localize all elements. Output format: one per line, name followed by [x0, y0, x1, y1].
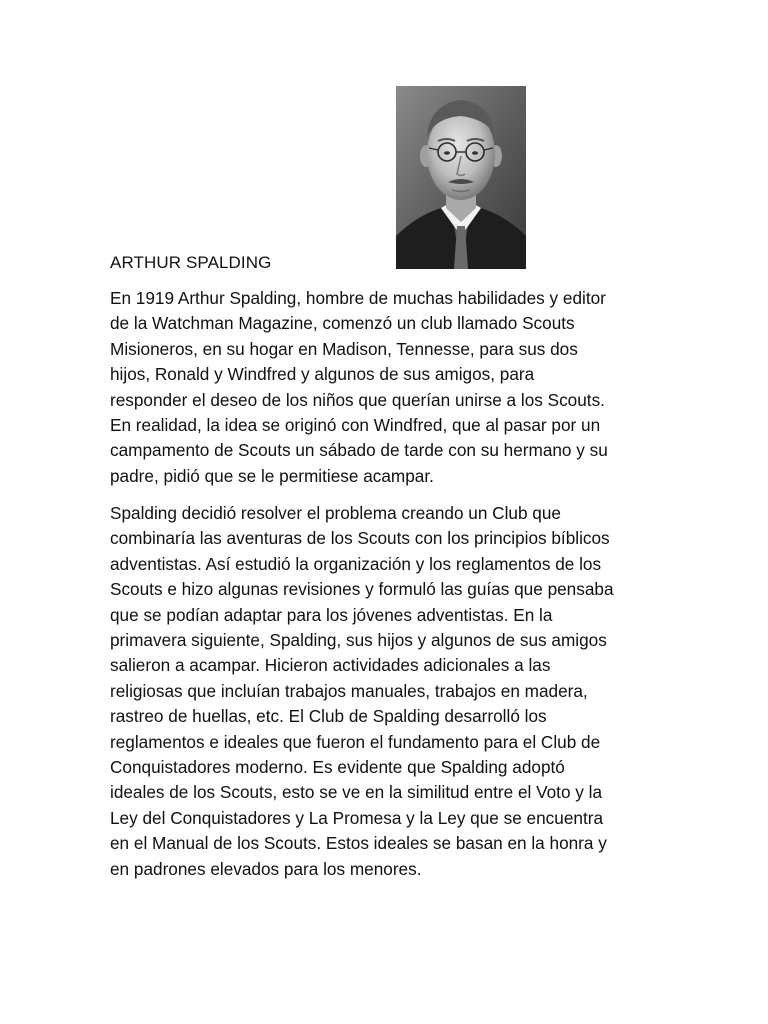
paragraph-2: [110, 501, 658, 882]
paragraph-line: Scouts e hizo algunas revisiones y formuló las guías que pensaba: [110, 579, 614, 600]
paragraph-line: Misioneros, en su hogar en Madison, Tennesse, para sus dos: [110, 338, 578, 359]
paragraph-1: [110, 286, 658, 489]
paragraph-line: Spalding decidió resolver el problema creando un Club que: [110, 503, 561, 523]
paragraph-line: en padrones elevados para los menores.: [110, 858, 422, 879]
paragraph-line: ideales de los Scouts, esto se ve en la similitud entre el Voto y la: [110, 782, 603, 803]
paragraph-line: en el Manual de los Scouts. Estos ideales se basan en la honra y: [110, 833, 607, 854]
paragraph-line: responder el deseo de los niños que querían unirse a los Scouts.: [110, 389, 605, 410]
paragraph-line: En 1919 Arthur Spalding, hombre de muchas habilidades y editor: [110, 288, 606, 308]
paragraph-line: campamento de Scouts un sábado de tarde con su hermano y su: [110, 440, 608, 461]
paragraph-line: reglamentos e ideales que fueron el fundamento para el Club de: [110, 731, 601, 752]
paragraph-line: Ley del Conquistadores y La Promesa y la Ley que se encuentra: [110, 807, 604, 828]
paragraph-line: rastreo de huellas, etc. El Club de Spalding desarrolló los: [110, 706, 547, 727]
paragraph-line: primavera siguiente, Spalding, sus hijos y algunos de sus amigos: [110, 630, 607, 651]
paragraph-line: religiosas que incluían trabajos manuales, trabajos en madera,: [110, 680, 588, 701]
paragraph-line: Conquistadores moderno. Es evidente que Spalding adoptó: [110, 757, 565, 778]
paragraph-line: salieron a acampar. Hicieron actividades adicionales a las: [110, 655, 551, 676]
document-title: ARTHUR SPALDING: [110, 253, 272, 272]
paragraph-line: de la Watchman Magazine, comenzó un club llamado Scouts: [110, 313, 575, 334]
paragraph-line: padre, pidió que se le permitiese acampar.: [110, 465, 434, 486]
portrait-photo: [396, 86, 526, 269]
paragraph-line: adventistas. Así estudió la organización y los reglamentos de los: [110, 553, 602, 574]
paragraph-line: En realidad, la idea se originó con Windfred, que al pasar por un: [110, 415, 601, 436]
paragraph-line: que se podían adaptar para los jóvenes adventistas. En la: [110, 604, 553, 625]
paragraph-line: combinaría las aventuras de los Scouts con los principios bíblicos: [110, 528, 610, 549]
paragraph-line: hijos, Ronald y Windfred y algunos de sus amigos, para: [110, 364, 535, 385]
